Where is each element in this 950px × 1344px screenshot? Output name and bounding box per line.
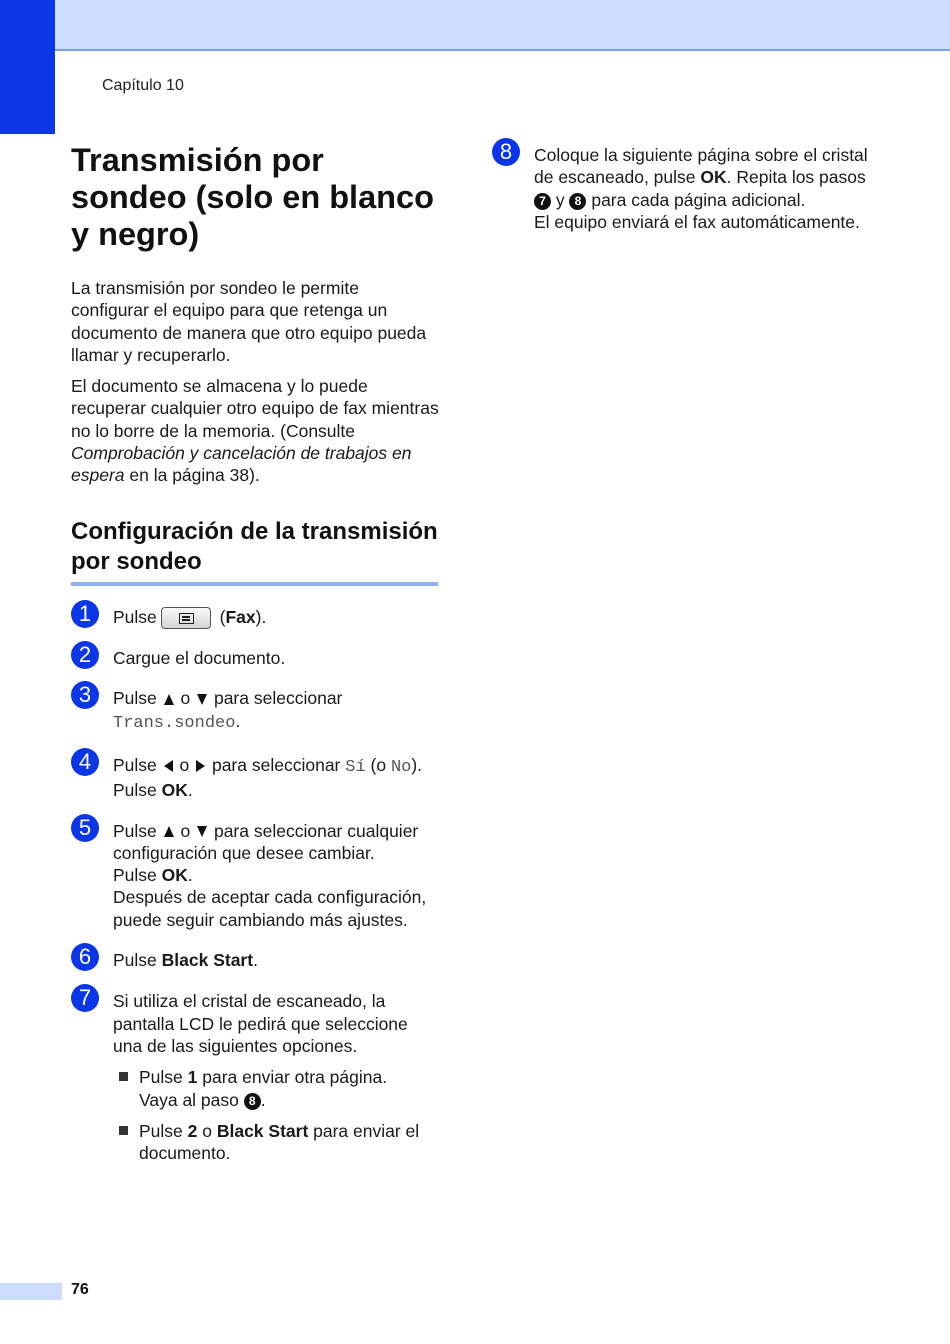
cross-reference-link[interactable]: Comprobación y cancelación de trabajos en espera bbox=[71, 443, 412, 486]
left-column bbox=[71, 142, 441, 1164]
intro-paragraph-1: La transmisión por sondeo le permite configurar el equipo para que retenga un documento de manera que otro equipo pueda llamar y recuperarlo. bbox=[71, 278, 427, 365]
arrow-down-icon bbox=[197, 826, 207, 837]
intro-paragraph-2: El documento se almacena y lo puede recuperar cualquier otro equipo de fax mientras no lo borre de la memoria. (Consulte Comprobación y cancelación de trabajos en espera en la página 38). bbox=[71, 376, 439, 486]
step-number: 8 bbox=[492, 138, 520, 166]
step-7: 7 Si utiliza el cristal de escaneado, la pantalla LCD le pedirá que seleccione una de las siguientes opciones. Pulse 1 para enviar otra página. Vaya al paso 8 . Pulse 2 o Black Start para enviar el documento. bbox=[71, 990, 441, 1164]
step-ref-badge: 8 bbox=[569, 193, 586, 210]
step-number: 3 bbox=[71, 681, 99, 709]
footer-band bbox=[0, 1283, 62, 1300]
header-band bbox=[0, 0, 950, 51]
arrow-right-icon bbox=[196, 760, 205, 772]
list-item: Pulse 1 para enviar otra página. Vaya al paso 8 . bbox=[113, 1066, 441, 1111]
square-bullet-icon bbox=[119, 1072, 128, 1081]
chapter-label: Capítulo 10 bbox=[102, 77, 184, 94]
step-4: 4 Pulse o para seleccionar Sí (o No). Pulse OK. bbox=[71, 754, 441, 802]
lcd-option: Trans.sondeo bbox=[113, 713, 236, 733]
right-column bbox=[492, 139, 872, 233]
steps-list bbox=[71, 600, 441, 1165]
step-5: 5 Pulse o para seleccionar cualquier configuración que desee cambiar. Pulse OK. Después de aceptar cada configuración, puede seguir cambiando más ajustes. bbox=[71, 820, 441, 931]
arrow-left-icon bbox=[164, 760, 173, 772]
arrow-down-icon bbox=[197, 694, 207, 705]
step-number: 7 bbox=[71, 984, 99, 1012]
arrow-up-icon bbox=[164, 694, 174, 705]
list-item: Pulse 2 o Black Start para enviar el documento. bbox=[113, 1120, 441, 1165]
step-number: 1 bbox=[71, 600, 99, 628]
step-number: 6 bbox=[71, 943, 99, 971]
step-6: 6 Pulse Black Start. bbox=[71, 949, 441, 971]
options-list bbox=[113, 1066, 441, 1164]
subsection-title: Configuración de la transmisión por sondeo bbox=[71, 517, 438, 586]
step-number: 4 bbox=[71, 748, 99, 776]
lcd-option-yes: Sí bbox=[345, 757, 366, 777]
chapter-side-tab bbox=[0, 0, 55, 134]
arrow-up-icon bbox=[164, 826, 174, 837]
step-number: 5 bbox=[71, 814, 99, 842]
fax-icon bbox=[161, 607, 211, 629]
step-8: 8 Coloque la siguiente página sobre el cristal de escaneado, pulse OK. Repita los pasos 7 y 8 para cada página adicional. El equipo enviará el fax automáticamente. bbox=[492, 144, 872, 233]
step-ref-badge: 8 bbox=[244, 1093, 261, 1110]
step-2: 2 Cargue el documento. bbox=[71, 647, 441, 669]
page-number: 76 bbox=[71, 1281, 89, 1298]
step-ref-badge: 7 bbox=[534, 193, 551, 210]
square-bullet-icon bbox=[119, 1126, 128, 1135]
step-1: 1 Pulse (Fax). bbox=[71, 606, 441, 629]
lcd-option-no: No bbox=[390, 757, 412, 777]
step-number: 2 bbox=[71, 641, 99, 669]
section-title: Transmisión por sondeo (solo en blanco y negro) bbox=[71, 142, 434, 252]
step-3: 3 Pulse o para seleccionar Trans.sondeo. bbox=[71, 687, 441, 735]
